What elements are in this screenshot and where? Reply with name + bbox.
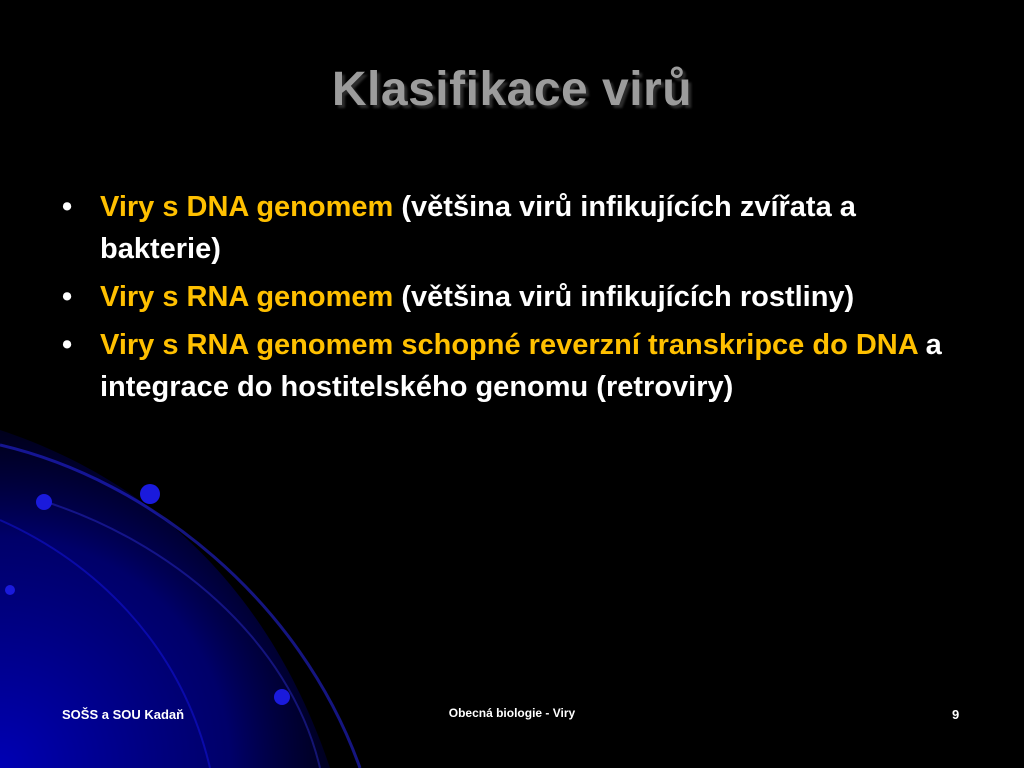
slide-title: Klasifikace virů xyxy=(331,63,693,116)
bullet-highlight: Viry s RNA genomem xyxy=(100,281,394,313)
bullet-text: (většina virů infikujících rostliny) xyxy=(393,281,855,313)
bullet-text: (většina virů infikujících zvířata a bakterie) xyxy=(100,191,856,265)
bullet-icon: • xyxy=(62,281,73,313)
page-number: 9 xyxy=(952,707,960,722)
bullet-icon: • xyxy=(62,191,73,223)
decoration-dot xyxy=(140,484,160,504)
decoration-dot xyxy=(5,585,15,595)
decoration-dot xyxy=(274,689,290,705)
footer-topic: Obecná biologie - Viry xyxy=(448,706,576,720)
bullet-highlight: Viry s RNA genomem schopné reverzní transkripce do DNA xyxy=(100,329,918,361)
bullet-item xyxy=(62,276,962,318)
footer-organization: SOŠS a SOU Kadaň xyxy=(62,707,185,722)
bullet-highlight: Viry s DNA genomem xyxy=(100,191,394,223)
bullet-item xyxy=(62,324,962,408)
bullet-text: a integrace do hostitelského genomu (retroviry) xyxy=(100,329,942,403)
decoration-dot xyxy=(36,494,52,510)
bullet-list xyxy=(62,186,962,414)
bullet-item xyxy=(62,186,962,270)
bullet-icon: • xyxy=(62,329,73,361)
